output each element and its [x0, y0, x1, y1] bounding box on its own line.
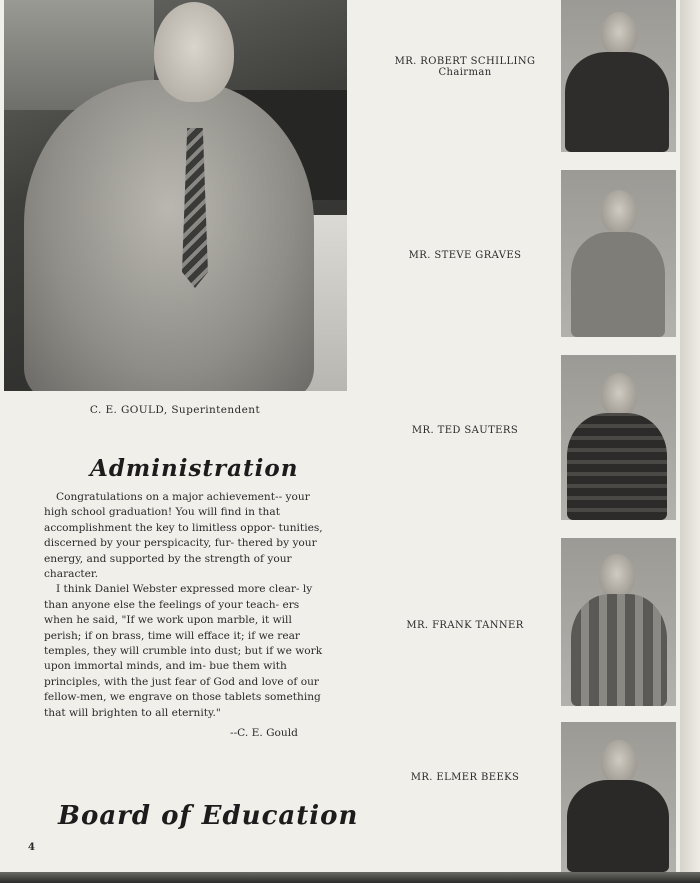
superintendent-photo: [4, 0, 347, 391]
member-photo-graves: [561, 170, 676, 337]
member-face: [601, 373, 637, 417]
superintendent-caption: C. E. GOULD, Superintendent: [89, 404, 261, 416]
administration-heading: Administration: [90, 455, 299, 482]
member-name-text: MR. STEVE GRAVES: [408, 250, 522, 261]
member-name-text: MR. FRANK TANNER: [406, 620, 524, 631]
member-face: [601, 12, 637, 56]
member-jacket: [567, 780, 669, 872]
suit-jacket: [24, 80, 314, 391]
member-face: [599, 554, 635, 598]
board-member-name: [365, 425, 565, 436]
board-member-name: [365, 250, 565, 261]
letter-paragraph: Congratulations on a major achievement-- your high school graduation! You will find in that accomplishment the key to limitless oppor- tunities, discerned by your perspicacity, fur- thered by your energy, and supported by the strength of your character.: [44, 491, 323, 581]
board-member-name: [365, 56, 565, 78]
member-face: [601, 740, 637, 784]
face: [154, 2, 234, 102]
board-member-name: [365, 620, 565, 631]
letter-signature: --C. E. Gould: [230, 727, 298, 739]
congratulations-letter: [44, 490, 329, 721]
board-member-name: [365, 772, 565, 783]
member-title: Chairman: [438, 67, 492, 78]
member-face: [601, 190, 637, 234]
member-photo-sauters: [561, 355, 676, 520]
member-name-text: MR. ELMER BEEKS: [410, 772, 520, 783]
member-photo-tanner: [561, 538, 676, 706]
member-plaid-shirt: [571, 594, 667, 706]
page-bottom-edge: [0, 872, 700, 883]
page-number: 4: [28, 842, 35, 853]
member-name-text: MR. ROBERT SCHILLING: [394, 56, 536, 67]
letter-paragraph: I think Daniel Webster expressed more clear- ly than anyone else the feelings of your teach- ers when he said, "If we work upon marble, it will perish; if on brass, time will efface it; if we rear temples, they will crumble into dust; but if we work upon immortal minds, and im- bue them with principles, with the just fear of God and love of our fellow-men, we engrave on those tablets something that will brighten to all eternity.": [44, 583, 323, 719]
member-shirt: [571, 232, 665, 337]
member-photo-schilling: [561, 0, 676, 152]
member-shirt: [565, 52, 669, 152]
member-sweater: [567, 413, 667, 520]
member-photo-beeks: [561, 722, 676, 872]
board-of-education-heading: Board of Education: [58, 801, 359, 831]
member-name-text: MR. TED SAUTERS: [411, 425, 519, 436]
page-edge: [680, 0, 700, 883]
